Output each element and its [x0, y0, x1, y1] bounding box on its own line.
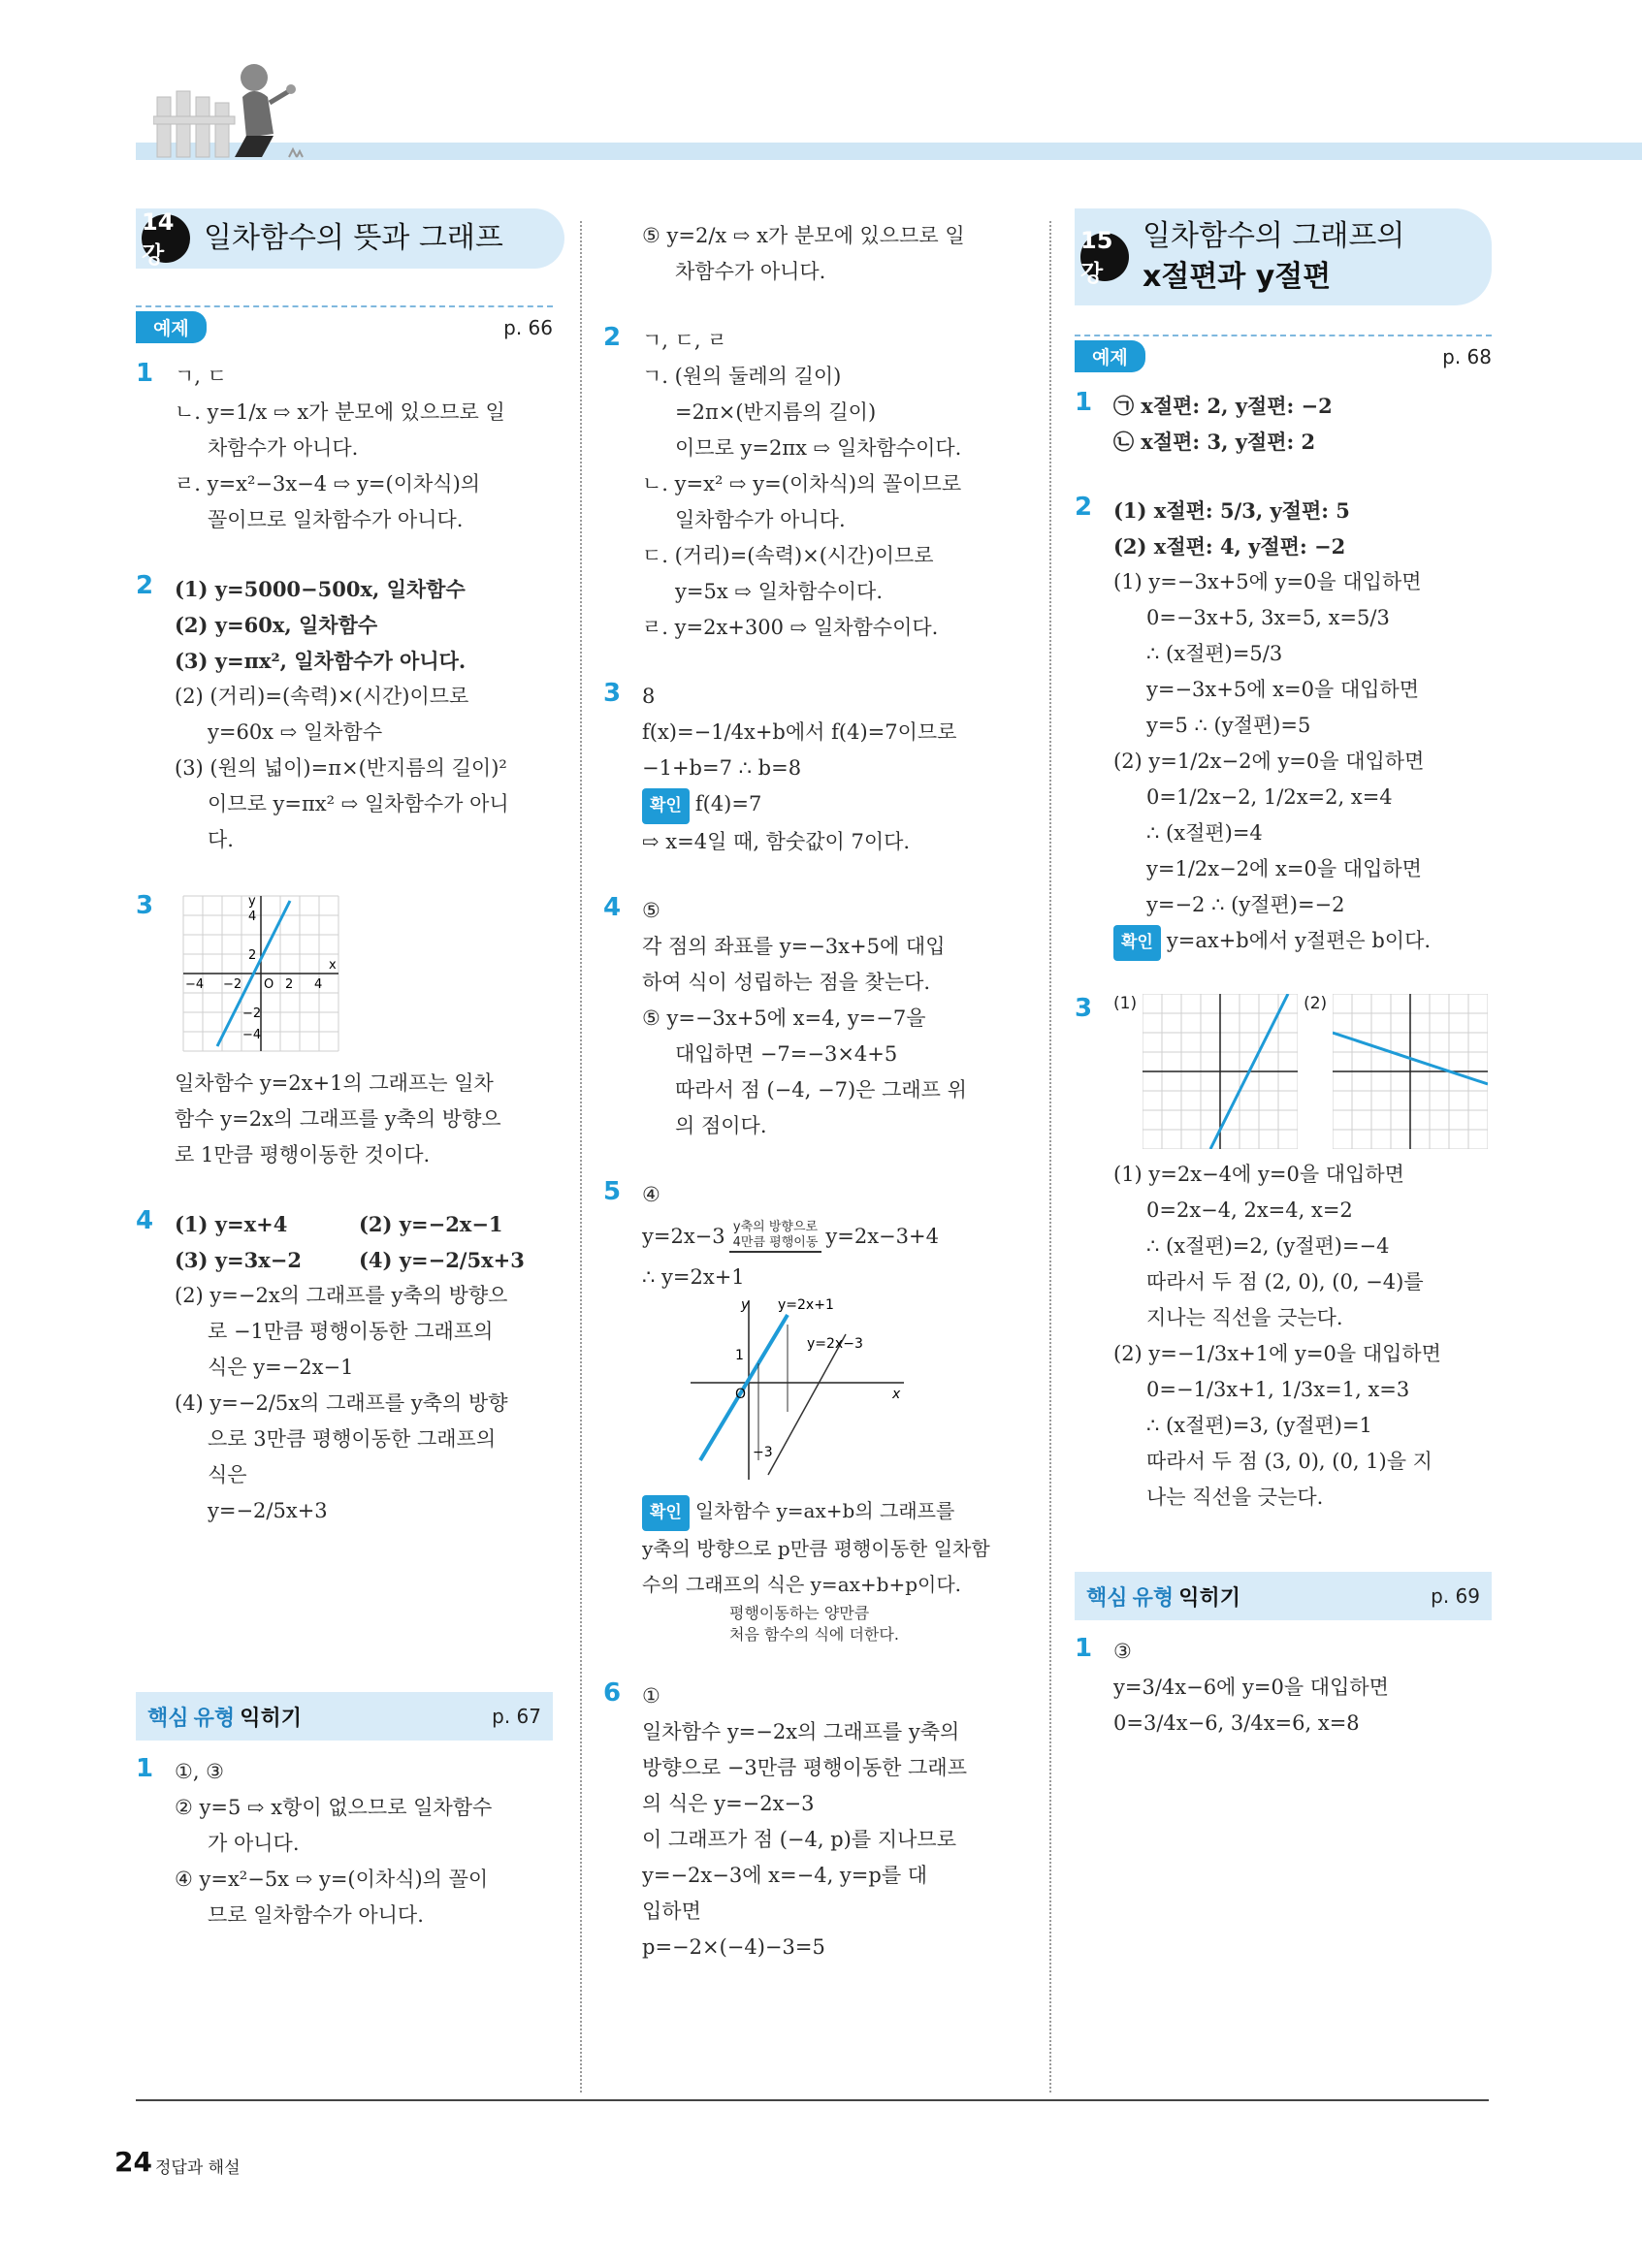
page-number: 24	[114, 2146, 152, 2178]
answer-line: (3) y=πx², 일차함수가 아니다.	[175, 649, 467, 673]
answer-part: 일차함수 y=ax+b의 그래프를	[694, 1499, 955, 1522]
tick-label: −3	[753, 1445, 773, 1460]
tick-label: O	[264, 977, 274, 992]
answer-line: (1) y=5000−500x, 일차함수	[175, 577, 466, 601]
core-answer-2	[603, 323, 1030, 646]
answer-line: 이므로 y=2πx ⇨ 일차함수이다.	[675, 436, 962, 460]
tick-label: −2	[242, 1006, 262, 1021]
core-practice-header	[136, 1692, 553, 1741]
answer-line: 꼴이므로 일차함수가 아니다.	[208, 508, 464, 531]
core-answer-6	[603, 1678, 1030, 1965]
answer-line: 식은 y=−2x−1	[208, 1356, 354, 1379]
answer-line: 0=1/2x−2, 1/2x=2, x=4	[1146, 785, 1393, 809]
core-answer-1	[136, 1754, 553, 1933]
check-badge: 확인	[642, 1495, 690, 1531]
answer-line: (1) y=2x−4에 y=0을 대입하면	[1113, 1163, 1404, 1186]
arrow-label: 4만큼 평행이동	[732, 1235, 819, 1250]
lesson-title: 일차함수의 뜻과 그래프	[204, 221, 503, 255]
tick-label: 4	[314, 977, 323, 992]
lesson-title: 일차함수의 그래프의	[1143, 219, 1405, 253]
answer-line: ④ y=x²−5x ⇨ y=(이차식)의 꼴이	[175, 1868, 489, 1891]
answer-line: 일차함수가 아니다.	[675, 508, 846, 531]
answer-number: 5	[603, 1177, 622, 1206]
answer-line: 로 −1만큼 평행이동한 그래프의	[208, 1320, 494, 1343]
answer-line: ∴ (x절편)=4	[1146, 821, 1263, 845]
tick-label: 4	[248, 910, 257, 924]
answer-line: ∴ (x절편)=3, (y절편)=1	[1146, 1414, 1372, 1437]
answer-line: 따라서 점 (−4, −7)은 그래프 위	[675, 1078, 967, 1102]
answer-line: 으로 3만큼 평행이동한 그래프의	[208, 1427, 497, 1451]
answer-line: ∴ (x절편)=5/3	[1146, 642, 1283, 665]
answer-line: ∴ y=2x+1	[642, 1265, 745, 1289]
answer-line: ①	[642, 1684, 660, 1708]
page-ref: p. 69	[1431, 1584, 1480, 1608]
answer-part: y=ax+b에서 y절편은 b이다.	[1166, 929, 1432, 952]
example-header	[136, 305, 553, 343]
axis-label: x	[892, 1387, 901, 1402]
answer-line: 대입하면 −7=−3×4+5	[675, 1042, 898, 1066]
line-label: y=2x+1	[778, 1297, 834, 1313]
answer-line: ⑤ y=2/x ⇨ x가 분모에 있으므로 일	[642, 224, 965, 247]
divider-right	[1049, 221, 1051, 2092]
tick-label: 2	[248, 948, 257, 963]
core-label: 핵심	[1086, 1585, 1128, 1611]
answer-line: ㄷ. (거리)=(속력)×(시간)이므로	[642, 544, 934, 567]
lesson-15-header	[1075, 208, 1492, 305]
answer-line: ㉡ x절편: 3, y절편: 2	[1113, 430, 1316, 454]
graph-line	[768, 1334, 846, 1475]
answer-line: 8	[642, 685, 656, 708]
answer-part: y=2x−3	[642, 1224, 725, 1248]
answer-number: 1	[136, 1754, 154, 1783]
answer-line: 가 아니다.	[208, 1832, 300, 1855]
header-bar	[136, 143, 1642, 160]
answer-line: (1) x절편: 5/3, y절편: 5	[1113, 498, 1350, 523]
answer-line: ② y=5 ⇨ x항이 없으므로 일차함수	[175, 1796, 493, 1819]
core-answer-1	[1075, 1634, 1492, 1741]
check-badge: 확인	[642, 788, 690, 824]
core-label: 유형	[1132, 1585, 1175, 1611]
answer-line	[642, 786, 1030, 824]
axis-label: y	[741, 1297, 750, 1313]
answer-line: 식은	[208, 1463, 247, 1486]
answer-line: 므로 일차함수가 아니다.	[208, 1903, 424, 1927]
answer-number: 3	[603, 679, 622, 708]
answer-line: 수의 그래프의 식은 y=ax+b+p이다.	[642, 1573, 962, 1596]
answer-number: 6	[603, 1678, 622, 1708]
core-label: 유형	[193, 1706, 236, 1731]
answer-line: 입하면	[642, 1900, 701, 1923]
core-answer-5	[603, 1177, 1030, 1645]
column-3	[1075, 208, 1492, 1749]
divider-left	[580, 221, 582, 2092]
subpart-label: (2)	[1304, 994, 1328, 1013]
tick-label: 2	[285, 977, 294, 992]
answer-line: 다.	[208, 828, 234, 851]
lesson-badge: 14강	[142, 214, 190, 263]
answer-line: ⇨ x=4일 때, 함숫값이 7이다.	[642, 830, 911, 853]
answer-line	[175, 1242, 553, 1278]
answer-line: 지나는 직선을 긋는다.	[1146, 1306, 1343, 1329]
column-1	[136, 208, 553, 1941]
answer-line: ㉠ x절편: 2, y절편: −2	[1113, 394, 1333, 418]
page-ref: p. 67	[492, 1705, 541, 1728]
answer-line: 나는 직선을 긋는다.	[1146, 1485, 1324, 1509]
answer-line: ③	[1113, 1640, 1132, 1663]
answer-line: 각 점의 좌표를 y=−3x+5에 대입	[642, 935, 946, 958]
answer-line: y=1/2x−2에 x=0을 대입하면	[1146, 857, 1422, 880]
answer-number: 3	[1075, 994, 1093, 1023]
answer-line: (3) (원의 넓이)=π×(반지름의 길이)²	[175, 756, 507, 780]
footer-rule	[136, 2099, 1489, 2101]
answer-line: 함수 y=2x의 그래프를 y축의 방향으	[175, 1107, 501, 1131]
answer-line: ㄹ. y=2x+300 ⇨ 일차함수이다.	[642, 616, 939, 639]
line-label: y=2x−3	[807, 1336, 863, 1352]
answer-line: y=5 ∴ (y절편)=5	[1146, 714, 1311, 737]
side-note: 평행이동하는 양만큼	[729, 1604, 870, 1622]
example-header	[1075, 335, 1492, 372]
answer-line: ㄴ. y=x² ⇨ y=(이차식)의 꼴이므로	[642, 472, 962, 495]
lesson-title: x절편과 y절편	[1143, 260, 1332, 294]
answer-1	[1075, 388, 1492, 460]
answer-line: ①, ③	[175, 1760, 225, 1783]
lesson-badge: 15강	[1080, 233, 1129, 281]
lesson-14-header	[136, 208, 564, 269]
origin-label: O	[735, 1387, 747, 1402]
answer-number: 1	[1075, 1634, 1093, 1663]
answer-line: 이 그래프가 점 (−4, p)를 지나므로	[642, 1828, 956, 1851]
answer-number: 2	[1075, 493, 1093, 522]
answer-number: 1	[1075, 388, 1093, 417]
answer-line	[642, 1493, 1030, 1531]
answer-line: ⑤	[642, 899, 660, 922]
answer-line: 의 식은 y=−2x−3	[642, 1792, 815, 1815]
answer-line: 이므로 y=πx² ⇨ 일차함수가 아니	[208, 792, 509, 815]
graph-y-minus-third-x-plus-1	[1333, 994, 1488, 1149]
answer-line: −1+b=7 ∴ b=8	[642, 756, 802, 780]
graph-translation	[681, 1295, 914, 1489]
answer-number: 4	[603, 893, 622, 922]
page-footer-label: 정답과 해설	[155, 2158, 241, 2178]
answer-line: p=−2×(−4)−3=5	[642, 1935, 825, 1959]
answer-line: 따라서 두 점 (2, 0), (0, −4)를	[1146, 1270, 1424, 1294]
answer-line	[175, 1206, 553, 1242]
answer-line: =2π×(반지름의 길이)	[675, 400, 877, 424]
answer-line: ㄱ, ㄷ	[175, 365, 227, 388]
core-label: 핵심	[147, 1706, 189, 1731]
answer-line: 하여 식이 성립하는 점을 찾는다.	[642, 971, 931, 994]
answer-line: ㄴ. y=1/x ⇨ x가 분모에 있으므로 일	[175, 400, 505, 424]
answer-part: f(4)=7	[694, 792, 762, 815]
answer-line: (2) x절편: 4, y절편: −2	[1113, 534, 1346, 559]
answer-part: (4) y=−2/5x+3	[359, 1248, 525, 1272]
answer-line: 0=2x−4, 2x=4, x=2	[1146, 1198, 1353, 1222]
answer-number: 2	[136, 571, 154, 600]
answer-number: 2	[603, 323, 622, 352]
answer-line: 따라서 두 점 (3, 0), (0, 1)을 지	[1146, 1450, 1433, 1473]
answer-line: (1) y=−3x+5에 y=0을 대입하면	[1113, 570, 1422, 593]
answer-line: (2) y=1/2x−2에 y=0을 대입하면	[1113, 750, 1425, 773]
answer-line: (2) y=−2x의 그래프를 y축의 방향으	[175, 1284, 508, 1307]
answer-line: y=−2 ∴ (y절편)=−2	[1146, 893, 1345, 916]
answer-line: 일차함수 y=2x+1의 그래프는 일차	[175, 1071, 494, 1095]
arrow-note	[729, 1220, 822, 1253]
answer-line: 차함수가 아니다.	[208, 436, 359, 460]
tick-label: x	[329, 958, 337, 973]
page-ref: p. 68	[1442, 344, 1492, 368]
side-note: 처음 함수의 식에 더한다.	[729, 1625, 899, 1644]
answer-line: ⑤ y=−3x+5에 x=4, y=−7을	[642, 1006, 926, 1030]
answer-2	[136, 571, 553, 858]
answer-line: 0=−1/3x+1, 1/3x=1, x=3	[1146, 1378, 1410, 1401]
tick-label: 1	[735, 1348, 744, 1363]
answer-line: (4) y=−2/5x의 그래프를 y축의 방향	[175, 1391, 508, 1415]
answer-line: y=−3x+5에 x=0을 대입하면	[1146, 678, 1420, 701]
answer-line: 0=−3x+5, 3x=5, x=5/3	[1146, 606, 1390, 629]
core-practice-header	[1075, 1572, 1492, 1620]
answer-3	[136, 891, 553, 1173]
answer-line: y=5x ⇨ 일차함수이다.	[675, 580, 884, 603]
translation-line	[642, 1213, 1030, 1260]
check-badge: 확인	[1113, 925, 1161, 961]
continued-answer	[603, 218, 1030, 290]
arrow-label: y축의 방향으로	[732, 1220, 819, 1234]
answer-line: ㄹ. y=x²−3x−4 ⇨ y=(이차식)의	[175, 472, 481, 495]
answer-1	[136, 359, 553, 538]
answer-line: (2) (거리)=(속력)×(시간)이므로	[175, 685, 469, 708]
tick-label: y	[248, 894, 256, 909]
answer-line: 일차함수 y=−2x의 그래프를 y축의	[642, 1720, 960, 1743]
tick-label: −4	[185, 977, 205, 992]
answer-line: ㄱ, ㄷ, ㄹ	[642, 329, 727, 352]
answer-line: ∴ (x절편)=2, (y절편)=−4	[1146, 1234, 1390, 1258]
example-tag: 예제	[136, 311, 207, 343]
answer-line: 방향으로 −3만큼 평행이동한 그래프	[642, 1756, 967, 1779]
answer-part: (1) y=x+4	[175, 1212, 288, 1236]
answer-line: y=3/4x−6에 y=0을 대입하면	[1113, 1676, 1389, 1699]
answer-part: y=2x−3+4	[825, 1224, 939, 1248]
tick-label: −2	[223, 977, 242, 992]
graph-y-2x-minus-4	[1143, 994, 1298, 1149]
answer-line: ④	[642, 1183, 660, 1206]
answer-line: ㄱ. (원의 둘레의 길이)	[642, 365, 842, 388]
answer-line: 로 1만큼 평행이동한 것이다.	[175, 1143, 431, 1166]
answer-3	[1075, 994, 1492, 1516]
page-ref: p. 66	[503, 315, 553, 339]
answer-line: (2) y=−1/3x+1에 y=0을 대입하면	[1113, 1342, 1441, 1365]
answer-line: 차함수가 아니다.	[675, 260, 826, 283]
answer-line: 0=3/4x−6, 3/4x=6, x=8	[1113, 1711, 1360, 1735]
answer-2	[1075, 493, 1492, 961]
graph-y-2x-plus-1	[178, 891, 343, 1056]
answer-line: (2) y=60x, 일차함수	[175, 613, 378, 637]
answer-line: y=−2/5x+3	[208, 1499, 328, 1522]
core-answer-3	[603, 679, 1030, 860]
core-label: 익히기	[240, 1706, 302, 1731]
core-answer-4	[603, 893, 1030, 1144]
answer-number: 1	[136, 359, 154, 388]
answer-line: f(x)=−1/4x+b에서 f(4)=7이므로	[642, 720, 957, 744]
column-2	[603, 218, 1030, 1973]
core-label: 익히기	[1178, 1585, 1240, 1611]
answer-number: 4	[136, 1206, 154, 1235]
answer-part: (2) y=−2x−1	[359, 1212, 503, 1236]
answer-line: y=−2x−3에 x=−4, y=p를 대	[642, 1864, 928, 1887]
answer-4	[136, 1206, 553, 1529]
answer-number: 3	[136, 891, 154, 920]
tick-label: −4	[242, 1028, 262, 1042]
example-tag: 예제	[1075, 340, 1145, 372]
answer-line: y=60x ⇨ 일차함수	[208, 720, 383, 744]
answer-line: 의 점이다.	[675, 1114, 767, 1137]
answer-part: (3) y=3x−2	[175, 1248, 302, 1272]
answer-line: y축의 방향으로 p만큼 평행이동한 일차함	[642, 1537, 990, 1560]
gardener-illustration	[153, 58, 308, 165]
answer-line	[1113, 923, 1492, 961]
subpart-label: (1)	[1113, 994, 1138, 1013]
